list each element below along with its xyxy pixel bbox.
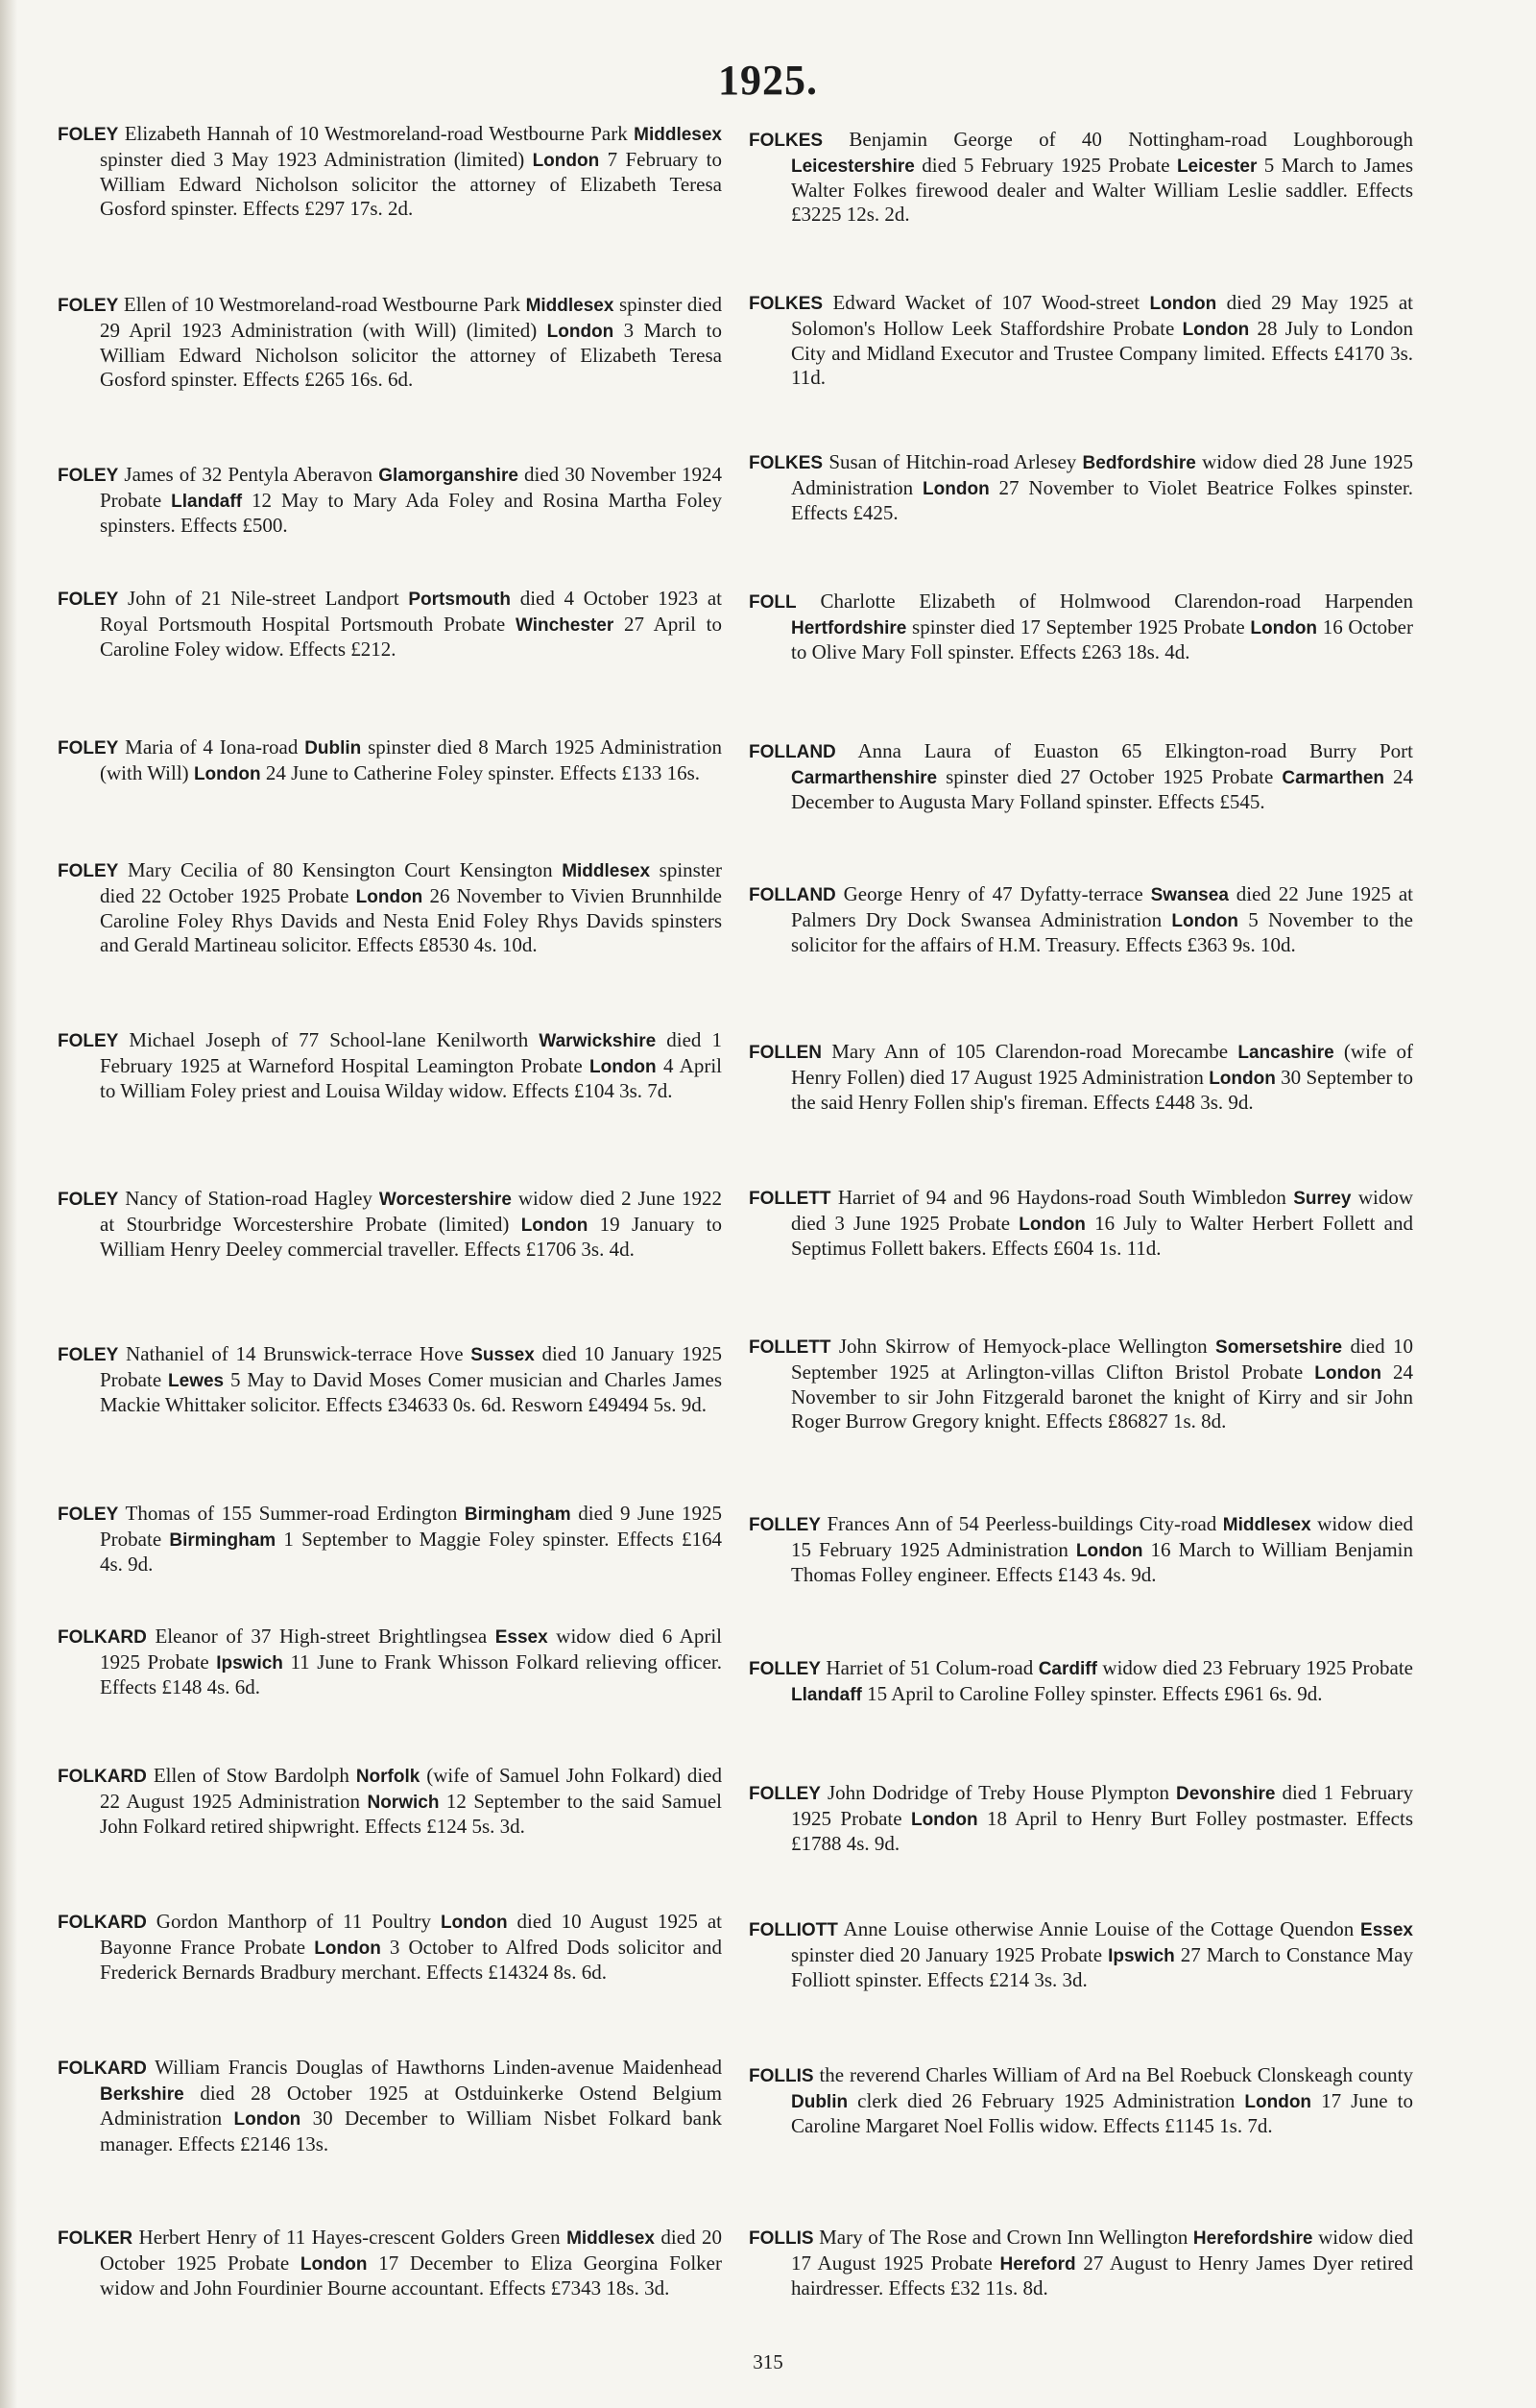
probate-entry xyxy=(58,463,722,538)
entry-place: Leicester xyxy=(1176,156,1258,177)
entry-text: Mary Ann of 105 Clarendon-road Morecambe xyxy=(822,1040,1238,1063)
entry-text: 5 May to David Moses Comer musician and Charles James Mackie Whittaker solicitor. Effects £34633 0s. 6d. Resworn £49494 5s. 9d. xyxy=(100,1367,722,1416)
entry-text: spinster died 8 March 1925 Administration (with Will) xyxy=(100,735,722,784)
entry-place: Llandaff xyxy=(171,491,243,512)
page-number: 315 xyxy=(753,2350,783,2373)
entry-text: died 5 February 1925 Probate xyxy=(914,153,1177,177)
entry-place: London xyxy=(546,321,614,342)
entry-place: Middlesex xyxy=(634,125,722,145)
entry-text: Benjamin George of 40 Nottingham-road Loughborough xyxy=(823,128,1413,151)
entry-text: Ellen of 10 Westmoreland-road Westbourne Park xyxy=(118,293,526,316)
entry-text: 26 November to Vivien Brunnhilde Caroline Foley Rhys Davids and Nesta Enid Foley Rhys Davids spinsters and Gerald Martineau solicitor. Effects £8530 4s. 10d. xyxy=(100,883,722,956)
entry-text: Gordon Manthorp of 11 Poultry xyxy=(146,1910,441,1933)
entry-place: London xyxy=(1314,1362,1381,1384)
entry-text: Maria of 4 Iona-road xyxy=(118,735,305,759)
entry-text: spinster died 27 October 1925 Probate xyxy=(937,764,1283,788)
entry-text: 16 March to William Benjamin Thomas Folley engineer. Effects £143 4s. 9d. xyxy=(791,1537,1414,1586)
entry-text: 7 February to William Edward Nicholson solicitor the attorney of Elizabeth Teresa Gosford spinster. Effects £297 17s. 2d. xyxy=(100,147,722,220)
entry-text: spinster died 17 September 1925 Probate xyxy=(906,614,1251,638)
entry-place: Middlesex xyxy=(566,2228,655,2249)
probate-entry xyxy=(749,1040,1413,1115)
entry-place: Middlesex xyxy=(1222,1515,1311,1535)
entry-text: Elizabeth Hannah of 10 Westmoreland-road Westbourne Park xyxy=(118,122,635,145)
entry-surname: FOLEY xyxy=(58,1345,119,1365)
entry-text: died 1 February 1925 Probate xyxy=(791,1781,1413,1830)
entry-place: Ipswich xyxy=(1108,1945,1175,1966)
entry-text: Anne Louise otherwise Annie Louise of the Cottage Quendon xyxy=(837,1917,1361,1940)
probate-entry xyxy=(58,1910,722,1985)
entry-text: died 4 October 1923 at Royal Portsmouth Hospital Portsmouth Probate xyxy=(100,587,722,636)
entry-place: Winchester xyxy=(515,614,614,636)
entry-surname: FOLLEY xyxy=(749,1784,821,1804)
entry-place: Birmingham xyxy=(169,1529,276,1551)
entry-text: widow died 15 February 1925 Administration xyxy=(791,1512,1413,1561)
entry-text: 17 December to Eliza Georgina Folker widow and John Fourdinier Bourne accountant. Effects £7343 18s. 3d. xyxy=(100,2251,722,2300)
entry-text: 18 April to Henry Burt Folley postmaster. Effects £1788 4s. 9d. xyxy=(791,1806,1413,1855)
probate-entry xyxy=(58,858,722,956)
entry-place: Sussex xyxy=(470,1345,535,1365)
entry-text: 24 December to Augusta Mary Folland spinster. Effects £545. xyxy=(791,764,1413,813)
entry-text: widow died 28 June 1925 Administration xyxy=(791,450,1413,499)
probate-entry xyxy=(749,590,1413,664)
entry-text: William Francis Douglas of Hawthorns Linden-avenue Maidenhead xyxy=(146,2056,722,2079)
entry-text: 1 September to Maggie Foley spinster. Effects £164 4s. 9d. xyxy=(100,1527,722,1576)
entry-text: died 29 May 1925 at Solomon's Hollow Leek Staffordshire Probate xyxy=(791,291,1413,340)
entry-surname: FOLEY xyxy=(58,1031,119,1051)
probate-entry xyxy=(58,122,722,220)
entry-place: Essex xyxy=(1360,1920,1413,1940)
entry-text: the reverend Charles William of Ard na Bel Roebuck Clonskeagh county xyxy=(813,2063,1413,2086)
entry-text: Frances Ann of 54 Peerless-buildings City-road xyxy=(820,1512,1223,1535)
entry-text: 5 March to James Walter Folkes firewood dealer and Walter William Leslie saddler. Effects £3225 12s. 2d. xyxy=(791,153,1413,226)
entry-text: 27 August to Henry James Dyer retired hairdresser. Effects £32 11s. 8d. xyxy=(791,2251,1413,2300)
entry-surname: FOLEY xyxy=(58,590,119,610)
probate-entry xyxy=(749,882,1413,957)
entry-text: Harriet of 51 Colum-road xyxy=(820,1656,1039,1679)
entry-text: spinster died 29 April 1923 Administration (with Will) (limited) xyxy=(100,293,723,342)
entry-text: 3 March to William Edward Nicholson solicitor the attorney of Elizabeth Teresa Gosford spinster. Effects £265 16s. 6d. xyxy=(100,318,722,391)
entry-surname: FOLKARD xyxy=(58,2059,147,2079)
entry-surname: FOLEY xyxy=(58,466,119,486)
entry-surname: FOLLETT xyxy=(749,1337,831,1358)
probate-entry xyxy=(58,735,722,786)
entry-text: (wife of Henry Follen) died 17 August 1925 Administration xyxy=(791,1040,1413,1089)
entry-place: Devonshire xyxy=(1175,1784,1276,1804)
entry-place: London xyxy=(300,2253,368,2275)
entry-text: Mary Cecilia of 80 Kensington Court Kensington xyxy=(118,858,563,881)
page-edge xyxy=(0,0,17,2408)
entry-text: 27 April to Caroline Foley widow. Effects £212. xyxy=(100,612,722,661)
entry-place: Carmarthen xyxy=(1282,767,1384,788)
entry-place: Somersetshire xyxy=(1215,1337,1343,1358)
probate-entry xyxy=(749,1335,1413,1433)
entry-surname: FOLLAND xyxy=(749,885,836,905)
entry-text: died 10 January 1925 Probate xyxy=(100,1342,723,1391)
entry-place: Lewes xyxy=(168,1370,225,1391)
entry-place: London xyxy=(923,478,990,499)
entry-surname: FOLKER xyxy=(58,2228,133,2249)
entry-surname: FOLLIS xyxy=(749,2228,814,2249)
probate-entry xyxy=(58,1342,722,1417)
probate-entry xyxy=(58,1187,722,1262)
entry-text: 28 July to London City and Midland Executor and Trustee Company limited. Effects £4170 3s. 11d. xyxy=(791,316,1413,389)
entry-text: Eleanor of 37 High-street Brightlingsea xyxy=(146,1625,495,1648)
entry-place: Essex xyxy=(494,1627,548,1648)
probate-entry xyxy=(749,1512,1413,1587)
entry-place: Middlesex xyxy=(562,861,651,881)
entry-place: Dublin xyxy=(304,738,362,759)
probate-entry xyxy=(749,291,1413,389)
entry-text: died 10 August 1925 at Bayonne France Probate xyxy=(100,1910,722,1959)
entry-surname: FOLLIOTT xyxy=(749,1920,838,1940)
entry-place: Cardiff xyxy=(1038,1659,1097,1679)
entry-place: Surrey xyxy=(1293,1189,1352,1209)
entry-text: widow died 3 June 1925 Probate xyxy=(791,1186,1413,1235)
entry-text: 12 September to the said Samuel John Folkard retired shipwright. Effects £124 5s. 3d. xyxy=(100,1789,722,1838)
probate-entry xyxy=(58,1764,722,1839)
entry-text: Susan of Hitchin-road Arlesey xyxy=(823,450,1083,473)
entry-text: 11 June to Frank Whisson Folkard relieving officer. Effects £148 4s. 6d. xyxy=(100,1649,723,1698)
entry-text: 12 May to Mary Ada Foley and Rosina Martha Foley spinsters. Effects £500. xyxy=(100,488,722,537)
entry-text: 17 June to Caroline Margaret Noel Follis widow. Effects £1145 1s. 7d. xyxy=(791,2088,1414,2137)
entry-text: 5 November to the solicitor for the affairs of H.M. Treasury. Effects £363 9s. 10d. xyxy=(791,907,1414,956)
entry-surname: FOLKES xyxy=(749,453,824,473)
entry-text: 3 October to Alfred Dods solicitor and Frederick Bernards Bradbury merchant. Effects £14324 8s. 6d. xyxy=(100,1935,722,1984)
entry-text: spinster died 3 May 1923 Administration (limited) xyxy=(100,147,533,171)
entry-place: London xyxy=(1182,319,1250,340)
entry-text: Charlotte Elizabeth of Holmwood Clarendon-road Harpenden xyxy=(796,590,1413,613)
entry-text: John of 21 Nile-street Landport xyxy=(118,587,409,610)
entry-place: Llandaff xyxy=(791,1684,862,1705)
entry-surname: FOLLEY xyxy=(749,1515,821,1535)
entry-place: Glamorganshire xyxy=(378,466,518,486)
entry-text: clerk died 26 February 1925 Administration xyxy=(848,2088,1245,2112)
entry-text: 4 April to William Foley priest and Louisa Wilday widow. Effects £104 3s. 7d. xyxy=(100,1053,722,1102)
page-year-heading: 1925. xyxy=(718,57,818,104)
probate-entry xyxy=(749,1186,1413,1261)
entry-text: died 1 February 1925 at Warneford Hospital Leamington Probate xyxy=(100,1028,723,1077)
entry-text: (wife of Samuel John Folkard) died 22 August 1925 Administration xyxy=(100,1764,722,1813)
entry-text: spinster died 22 October 1925 Probate xyxy=(100,858,723,907)
entry-place: London xyxy=(440,1913,508,1933)
entry-surname: FOLEY xyxy=(58,861,119,881)
entry-place: London xyxy=(314,1938,381,1959)
entry-place: Hertfordshire xyxy=(791,617,907,638)
probate-entry xyxy=(749,2226,1413,2300)
entry-place: Portsmouth xyxy=(408,590,511,610)
entry-text: Michael Joseph of 77 School-lane Kenilworth xyxy=(118,1028,540,1051)
entry-text: George Henry of 47 Dyfatty-terrace xyxy=(835,882,1151,905)
entry-place: London xyxy=(1075,1540,1143,1561)
entry-surname: FOLKARD xyxy=(58,1913,147,1933)
probate-entry xyxy=(58,1028,722,1103)
probate-entry xyxy=(749,128,1413,226)
entry-text: 16 July to Walter Herbert Follett and Septimus Follett bakers. Effects £604 1s. 11d. xyxy=(791,1211,1413,1260)
probate-entry xyxy=(58,293,722,391)
entry-surname: FOLLIS xyxy=(749,2066,814,2086)
entry-place: Ipswich xyxy=(216,1652,283,1674)
entry-place: Berkshire xyxy=(100,2083,184,2105)
entry-text: widow died 23 February 1925 Probate xyxy=(1096,1656,1413,1679)
entry-text: widow died 2 June 1922 at Stourbridge Worcestershire Probate (limited) xyxy=(100,1187,722,1236)
entry-text: John Dodridge of Treby House Plympton xyxy=(820,1781,1176,1804)
entry-text: 19 January to William Henry Deeley commercial traveller. Effects £1706 3s. 4d. xyxy=(100,1212,722,1261)
entry-place: Dublin xyxy=(791,2091,849,2112)
probate-entry xyxy=(749,1917,1413,1992)
entry-text: Mary of The Rose and Crown Inn Wellington xyxy=(813,2226,1193,2249)
entry-surname: FOLKES xyxy=(749,294,824,314)
entry-place: Worcestershire xyxy=(378,1190,512,1210)
entry-place: London xyxy=(1149,294,1217,314)
entry-text: died 9 June 1925 Probate xyxy=(100,1502,722,1551)
entry-text: widow died 17 August 1925 Probate xyxy=(791,2226,1413,2275)
entry-text: Anna Laura of Euaston 65 Elkington-road Burry Port xyxy=(835,739,1413,762)
entry-text: died 10 September 1925 at Arlington-villas Clifton Bristol Probate xyxy=(791,1335,1414,1384)
entry-text: 15 April to Caroline Folley spinster. Effects £961 6s. 9d. xyxy=(861,1681,1323,1705)
entry-text: died 28 October 1925 at Ostduinkerke Ostend Belgium Administration xyxy=(100,2081,722,2130)
entry-surname: FOLLEN xyxy=(749,1043,822,1063)
entry-text: Thomas of 155 Summer-road Erdington xyxy=(118,1502,465,1525)
entry-surname: FOLL xyxy=(749,592,797,613)
entry-surname: FOLLETT xyxy=(749,1189,831,1209)
probate-entry xyxy=(58,1625,722,1699)
entry-place: London xyxy=(520,1215,588,1236)
entry-place: London xyxy=(532,150,600,171)
entry-place: Leicestershire xyxy=(791,156,915,177)
probate-entry xyxy=(58,2226,722,2300)
entry-place: London xyxy=(1171,910,1239,931)
entry-place: London xyxy=(233,2109,301,2130)
entry-text: 27 March to Constance May Folliott spinster. Effects £214 3s. 3d. xyxy=(791,1942,1413,1991)
entry-surname: FOLKES xyxy=(749,131,824,151)
probate-entry xyxy=(749,739,1413,814)
entry-place: Middlesex xyxy=(525,296,614,316)
entry-place: London xyxy=(355,886,423,907)
entry-text: Harriet of 94 and 96 Haydons-road South Wimbledon xyxy=(830,1186,1294,1209)
entry-text: James of 32 Pentyla Aberavon xyxy=(118,463,379,486)
entry-text: Nathaniel of 14 Brunswick-terrace Hove xyxy=(118,1342,471,1365)
entry-text: 24 June to Catherine Foley spinster. Effects £133 16s. xyxy=(260,760,701,784)
entry-text: Herbert Henry of 11 Hayes-crescent Golders Green xyxy=(132,2226,567,2249)
entry-text: 16 October to Olive Mary Foll spinster. Effects £263 18s. 4d. xyxy=(791,614,1413,663)
entry-place: London xyxy=(1209,1068,1276,1089)
entry-place: London xyxy=(1250,617,1318,638)
entry-place: Norwich xyxy=(367,1792,440,1813)
entry-place: London xyxy=(589,1056,657,1077)
entry-place: Carmarthenshire xyxy=(791,767,938,788)
entry-place: Bedfordshire xyxy=(1082,453,1196,473)
entry-text: 24 November to sir John Fitzgerald baronet the knight of Kirry and sir John Roger Burrow Gregory knight. Effects £86827 1s. 8d. xyxy=(791,1360,1414,1433)
entry-place: London xyxy=(1244,2091,1312,2112)
entry-place: Lancashire xyxy=(1237,1043,1334,1063)
entry-surname: FOLKARD xyxy=(58,1767,147,1787)
entry-place: London xyxy=(910,1809,978,1830)
entry-text: widow died 6 April 1925 Probate xyxy=(100,1625,722,1674)
entry-surname: FOLEY xyxy=(58,1505,119,1525)
entry-surname: FOLKARD xyxy=(58,1627,147,1648)
entry-place: Warwickshire xyxy=(539,1031,657,1051)
entry-place: London xyxy=(1019,1214,1086,1235)
probate-entry xyxy=(58,2056,722,2155)
probate-entry xyxy=(58,587,722,662)
entry-text: died 20 October 1925 Probate xyxy=(100,2226,722,2275)
probate-entry xyxy=(749,2063,1413,2138)
entry-surname: FOLLEY xyxy=(749,1659,821,1679)
entry-place: Swansea xyxy=(1150,885,1229,905)
entry-text: 27 November to Violet Beatrice Folkes spinster. Effects £425. xyxy=(791,475,1413,524)
entry-place: London xyxy=(193,763,261,784)
entry-surname: FOLEY xyxy=(58,1190,119,1210)
entry-text: 30 September to the said Henry Follen ship's fireman. Effects £448 3s. 9d. xyxy=(791,1065,1414,1114)
entry-text: Nancy of Station-road Hagley xyxy=(118,1187,379,1210)
entry-text: John Skirrow of Hemyock-place Wellington xyxy=(830,1335,1216,1358)
entry-place: Birmingham xyxy=(464,1505,571,1525)
entry-place: Hereford xyxy=(999,2253,1076,2275)
entry-surname: FOLEY xyxy=(58,738,119,759)
probate-entry xyxy=(749,1781,1413,1856)
entry-text: Edward Wacket of 107 Wood-street xyxy=(823,291,1150,314)
entry-text: spinster died 20 January 1925 Probate xyxy=(791,1942,1109,1966)
entry-text: 30 December to William Nisbet Folkard bank manager. Effects £2146 13s. xyxy=(100,2107,722,2155)
entry-place: Herefordshire xyxy=(1192,2228,1313,2249)
probate-entry xyxy=(749,450,1413,525)
entry-surname: FOLEY xyxy=(58,125,119,145)
entry-text: Ellen of Stow Bardolph xyxy=(146,1764,356,1787)
probate-entry xyxy=(749,1656,1413,1707)
entry-text: died 22 June 1925 at Palmers Dry Dock Swansea Administration xyxy=(791,882,1413,931)
probate-entry xyxy=(58,1502,722,1577)
entry-surname: FOLEY xyxy=(58,296,119,316)
entry-text: died 30 November 1924 Probate xyxy=(100,463,722,512)
entry-surname: FOLLAND xyxy=(749,742,836,762)
entry-place: Norfolk xyxy=(355,1767,420,1787)
